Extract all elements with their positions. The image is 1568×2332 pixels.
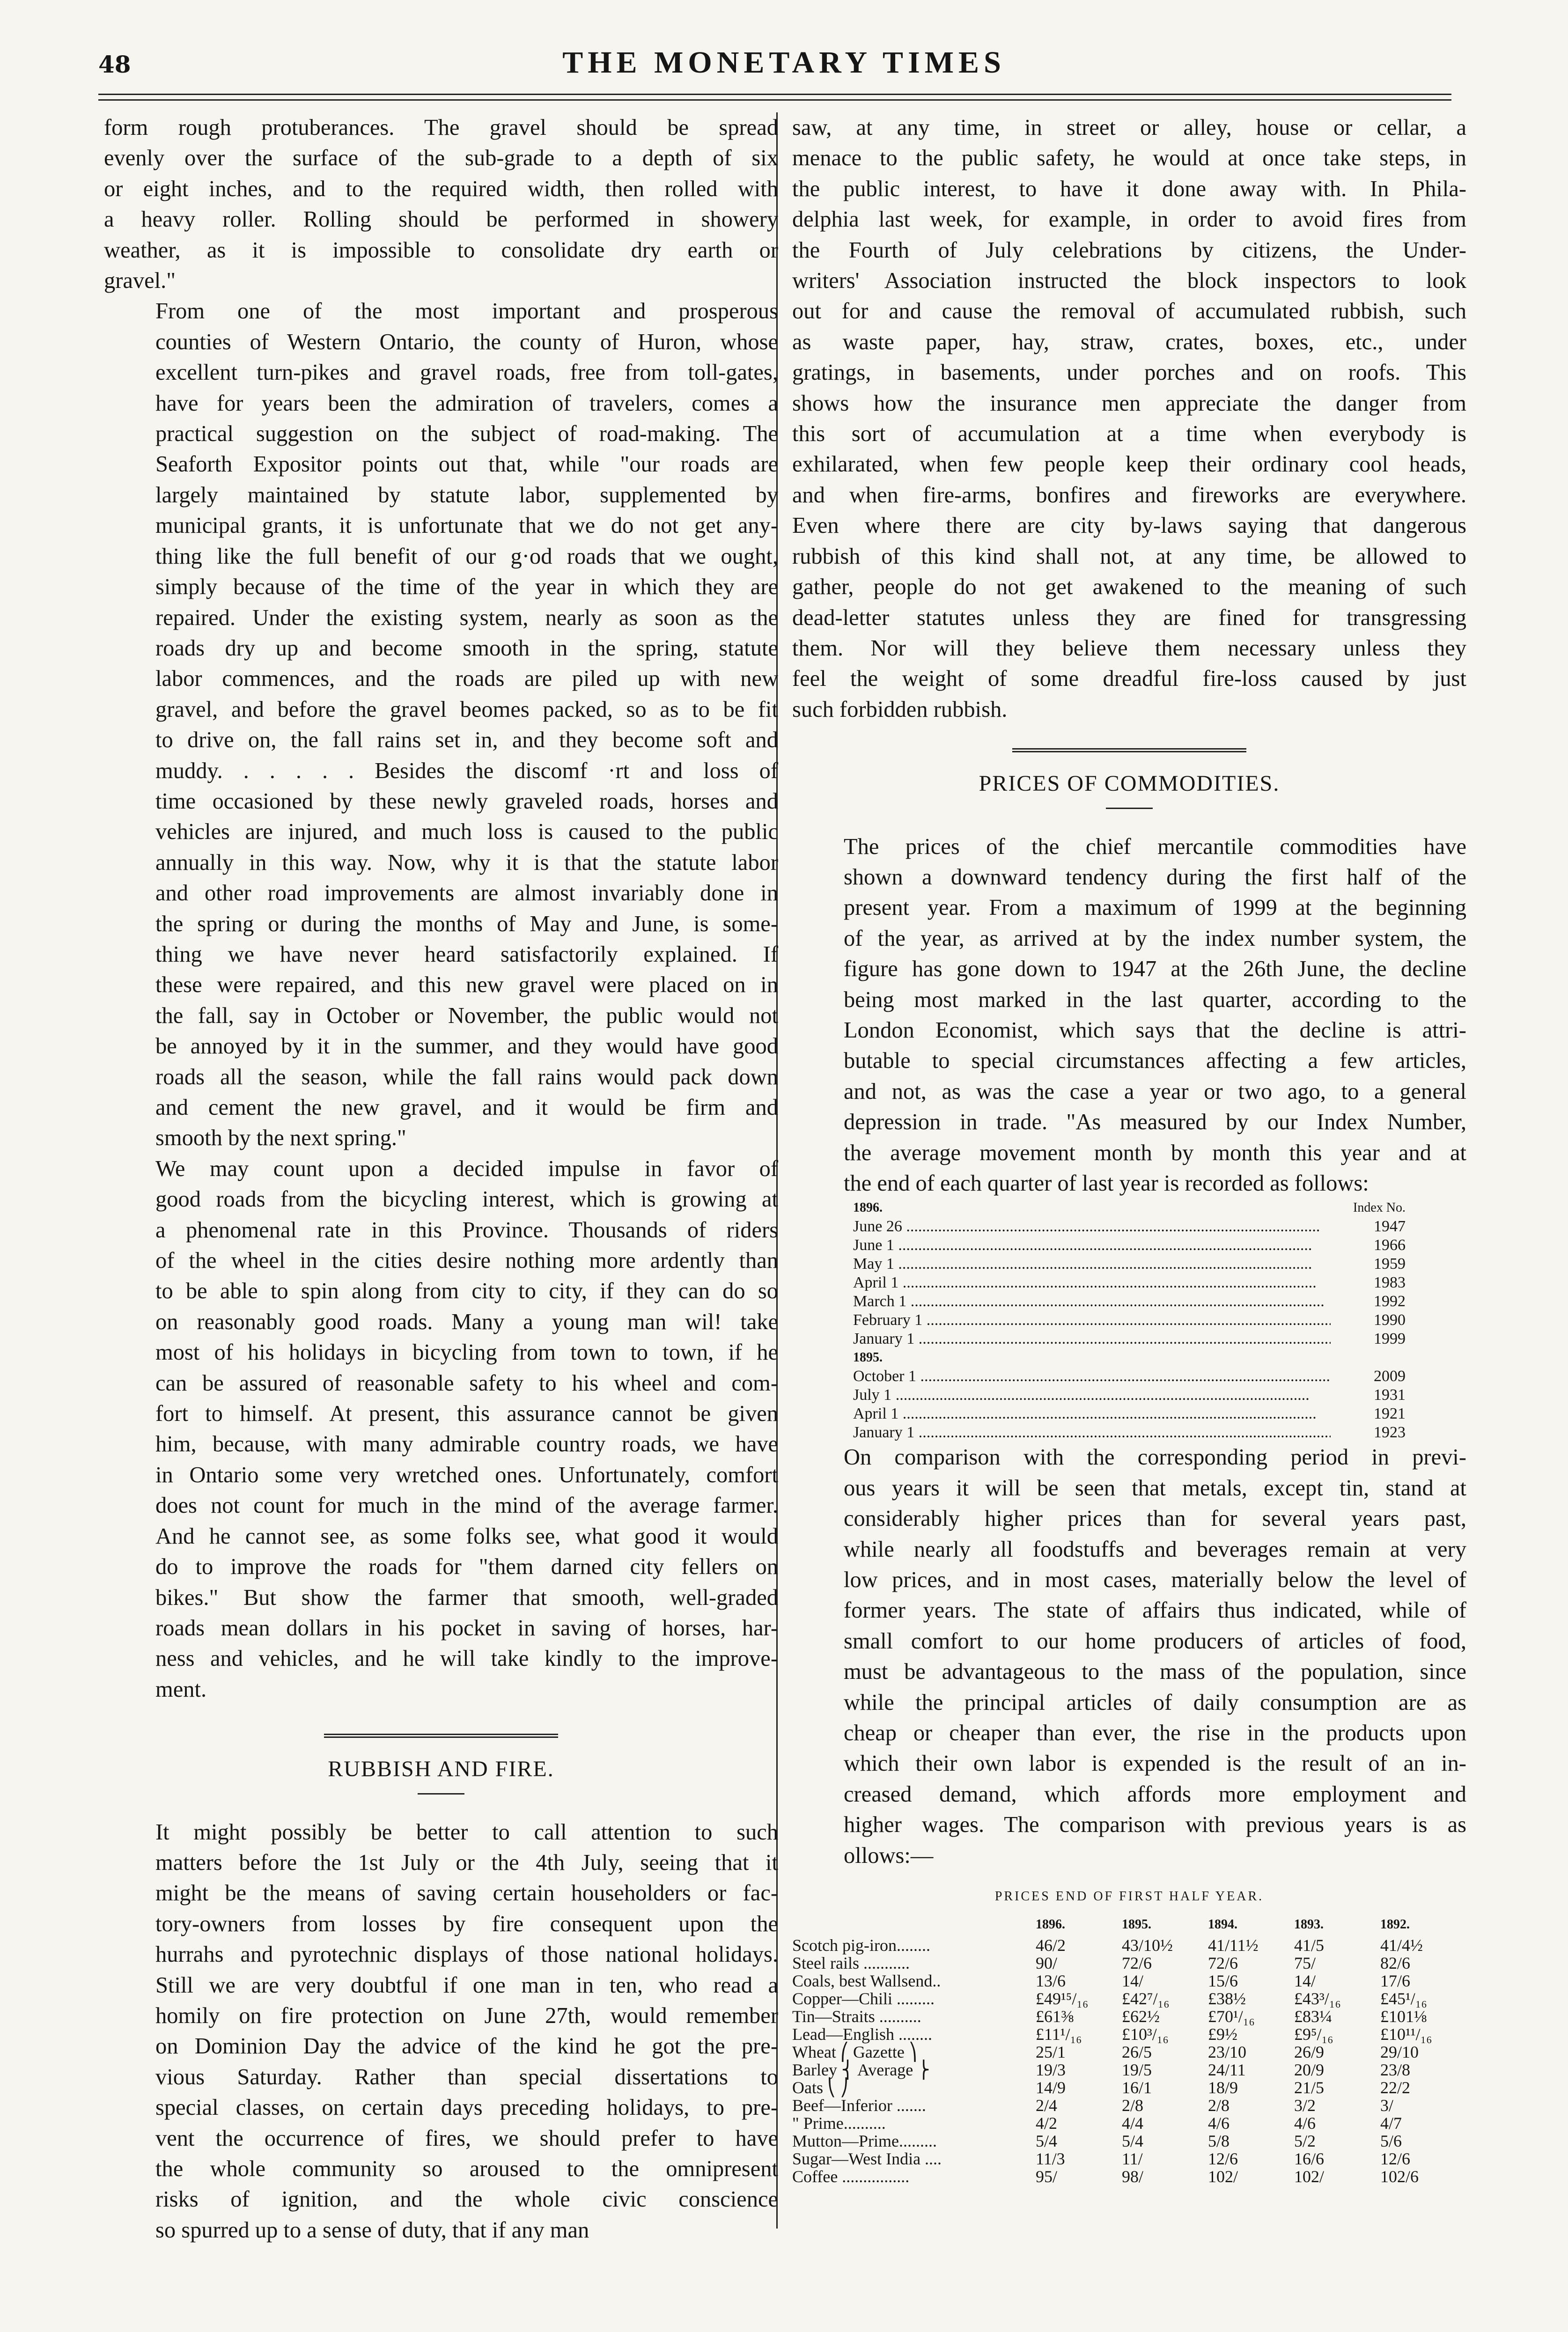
text-line: being most marked in the last quarter, according to the	[844, 987, 1466, 1012]
text-line: practical suggestion on the subject of road-making. The	[155, 421, 778, 447]
text-line: delphia last week, for example, in order to avoid fires from	[792, 207, 1466, 232]
text-line: roads mean dollars in his pocket in saving of horses, har-	[155, 1615, 778, 1640]
text-line: of the wheel in the cities desire nothing more ardently than	[155, 1248, 778, 1273]
index-month: June 1 .....	[853, 1236, 1331, 1255]
text-line: roads all the season, while the fall rains would pack down	[155, 1064, 778, 1089]
commodity-price: 15/6	[1208, 1971, 1238, 1990]
text-line: creased demand, which affords more employment and	[844, 1781, 1466, 1807]
text-line: And he cannot see, as some folks see, what good it would	[155, 1523, 778, 1549]
commodity-price: 3/2	[1294, 2096, 1316, 2115]
prices-row	[792, 2097, 1466, 2114]
text-line: a phenomenal rate in this Province. Thousands of riders	[155, 1217, 778, 1243]
index-month: January 1 .....	[853, 1423, 1331, 1442]
commodity-name: " Prime..........	[792, 2113, 886, 2133]
text-line: small comfort to our home producers of articles of food,	[844, 1628, 1466, 1654]
prices-row	[792, 2168, 1466, 2185]
commodity-price: £11¹/₁₆	[1036, 2024, 1082, 2044]
text-line: and not, as was the case a year or two ago, to a general	[844, 1079, 1466, 1104]
text-line: saw, at any time, in street or alley, house or cellar, a	[792, 115, 1466, 140]
prices-table-title: PRICES END OF FIRST HALF YEAR.	[994, 1889, 1264, 1904]
text-line: Even where there are city by-laws saying that dangerous	[792, 513, 1466, 538]
index-month: July 1 .....	[853, 1386, 1331, 1405]
text-line: figure has gone down to 1947 at the 26th June, the decline	[844, 956, 1466, 982]
text-line: and when fire-arms, bonfires and fireworks are everywhere.	[792, 482, 1466, 508]
text-line: risks of ignition, and the whole civic conscience	[155, 2187, 778, 2212]
text-line: ous years it will be seen that metals, except tin, stand at	[844, 1475, 1466, 1501]
commodity-price: £62½	[1122, 2007, 1160, 2026]
text-line: while the principal articles of daily consumption are as	[844, 1690, 1466, 1715]
text-line: muddy. . . . . . Besides the discomf ·rt and loss of	[155, 758, 778, 783]
text-line: while nearly all foodstuffs and beverages remain at very	[844, 1537, 1466, 1562]
text-line: these were repaired, and this new gravel were placed on in	[155, 972, 778, 998]
text-line: gravel, and before the gravel beomes packed, so as to be fit	[155, 697, 778, 722]
commodity-name: Wheat ⎛ Gazette ⎞	[792, 2042, 917, 2061]
index-month: April 1 .....	[853, 1405, 1331, 1423]
commodity-price: 41/11½	[1208, 1935, 1259, 1955]
commodity-price: £10¹¹/₁₆	[1380, 2024, 1432, 2044]
text-line: dead-letter statutes unless they are fined for transgressing	[792, 605, 1466, 630]
prices-row	[792, 1936, 1466, 1954]
commodity-price: £61⅜	[1036, 2007, 1074, 2026]
index-row	[853, 1405, 1406, 1423]
commodity-price: 102/6	[1380, 2167, 1419, 2186]
text-line: roads dry up and become smooth in the spring, statute	[155, 635, 778, 661]
text-line: be annoyed by it in the summer, and they would have good	[155, 1034, 778, 1059]
index-month: October 1 .....	[853, 1367, 1331, 1386]
text-line: out for and cause the removal of accumulated rubbish, such	[792, 299, 1466, 324]
text-line: former years. The state of affairs thus indicated, while of	[844, 1598, 1466, 1623]
text-line: present year. From a maximum of 1999 at the beginning	[844, 895, 1466, 920]
commodity-price: 4/2	[1036, 2113, 1058, 2133]
text-line: largely maintained by statute labor, supplemented by	[155, 482, 778, 508]
commodity-price: 26/9	[1294, 2042, 1325, 2061]
text-line: menace to the public safety, he would at once take steps, in	[792, 146, 1466, 171]
text-line: repaired. Under the existing system, nearly as soon as the	[155, 605, 778, 630]
prices-row	[792, 2043, 1466, 2061]
commodity-price: 98/	[1122, 2167, 1144, 2186]
index-value: 2009	[1331, 1367, 1406, 1386]
text-line: and cement the new gravel, and it would be firm and	[155, 1095, 778, 1120]
index-month: June 26 .....	[853, 1217, 1331, 1236]
text-line: low prices, and in most cases, materially below the level of	[844, 1567, 1466, 1593]
commodity-price: 11/3	[1036, 2149, 1065, 2168]
text-line: gratings, in basements, under porches and on roofs. This	[792, 360, 1466, 385]
text-line: the fall, say in October or November, the public would not	[155, 1003, 778, 1028]
heading-prices-of-commodities: PRICES OF COMMODITIES.	[979, 771, 1280, 796]
index-row	[853, 1236, 1406, 1255]
text-line: bikes." But show the farmer that smooth, well-graded	[155, 1585, 778, 1610]
commodity-price: 4/7	[1380, 2113, 1402, 2133]
paragraph-prices-intro	[792, 831, 1466, 1199]
commodity-price: 5/6	[1380, 2131, 1402, 2150]
text-line: simply because of the time of the year in which they are	[155, 574, 778, 600]
text-line: can be assured of reasonable safety to his wheel and com-	[155, 1370, 778, 1396]
index-value: 1983	[1331, 1273, 1406, 1292]
text-line: It might possibly be better to call attention to such	[155, 1819, 778, 1845]
text-line: shown a downward tendency during the first half of the	[844, 864, 1466, 890]
commodity-price: 25/1	[1036, 2042, 1066, 2061]
commodity-price: 22/2	[1380, 2078, 1411, 2097]
text-line: most of his holidays in bicycling from town to town, if he	[155, 1340, 778, 1365]
commodity-price: £45¹/₁₆	[1380, 1989, 1427, 2008]
commodity-price: 17/6	[1380, 1971, 1411, 1990]
commodity-price: 19/5	[1122, 2060, 1152, 2079]
text-line: such forbidden rubbish.	[792, 697, 1008, 722]
text-line: must be advantageous to the mass of the population, since	[844, 1659, 1466, 1685]
text-line: and other road improvements are almost invariably done in	[155, 881, 778, 906]
commodity-price: 13/6	[1036, 1971, 1066, 1990]
prices-year-header: 1893.	[1294, 1917, 1324, 1932]
commodity-price: 82/6	[1380, 1953, 1411, 1972]
commodity-name: Sugar—West India ....	[792, 2149, 942, 2168]
paragraph-comparison	[792, 1442, 1466, 1871]
text-line: writers' Association instructed the block inspectors to look	[792, 268, 1466, 294]
index-month: May 1 .....	[853, 1255, 1331, 1273]
paragraph-road-gravel	[104, 112, 778, 296]
commodity-price: 14/	[1294, 1971, 1316, 1990]
text-line: form rough protuberances. The gravel should be spread	[104, 115, 778, 140]
text-line: the whole community so aroused to the omnipresent	[155, 2156, 778, 2181]
commodity-price: 4/6	[1294, 2113, 1316, 2133]
text-line: the spring or during the months of May and June, is some-	[155, 911, 778, 936]
commodity-price: 95/	[1036, 2167, 1058, 2186]
heading-ornament	[324, 1734, 558, 1740]
prices-row	[792, 2150, 1466, 2168]
index-value: 1947	[1331, 1217, 1406, 1236]
text-line: to drive on, the fall rains set in, and they become soft and	[155, 728, 778, 753]
text-line: excellent turn-pikes and gravel roads, free from toll-gates,	[155, 360, 778, 385]
text-line: depression in trade. "As measured by our Index Number,	[844, 1110, 1466, 1135]
commodity-price: £43³/₁₆	[1294, 1989, 1341, 2008]
commodity-price: 72/6	[1122, 1953, 1152, 1972]
text-line: as waste paper, hay, straw, crates, boxes, etc., under	[792, 329, 1466, 354]
prices-row	[792, 2114, 1466, 2132]
commodity-price: £83¼	[1294, 2007, 1332, 2026]
text-line: them. Nor will they believe them necessary unless they	[792, 635, 1466, 661]
index-row	[853, 1330, 1406, 1348]
commodity-price: 4/4	[1122, 2113, 1144, 2133]
text-line: shows how the insurance men appreciate the danger from	[792, 390, 1466, 416]
commodity-price: £49¹⁵/₁₆	[1036, 1989, 1089, 2008]
text-line: counties of Western Ontario, the county of Huron, whose	[155, 329, 778, 354]
prices-year-header: 1892.	[1380, 1917, 1410, 1932]
commodity-price: 2/8	[1122, 2096, 1144, 2115]
text-line: annually in this way. Now, why it is that the statute labor	[155, 850, 778, 875]
right-column	[792, 112, 1466, 2185]
index-column-label: Index No.	[1353, 1200, 1406, 1215]
commodity-price: 12/6	[1380, 2149, 1411, 2168]
commodity-name: Beef—Inferior .......	[792, 2096, 926, 2115]
commodity-price: 14/	[1122, 1971, 1144, 1990]
text-line: ollows:—	[844, 1843, 934, 1868]
commodity-price: 41/4½	[1380, 1935, 1423, 1955]
text-line: or eight inches, and to the required width, then rolled with	[104, 176, 778, 201]
index-row	[853, 1273, 1406, 1292]
index-row	[853, 1255, 1406, 1273]
commodity-price: 102/	[1294, 2167, 1325, 2186]
text-line: gravel."	[104, 268, 176, 294]
commodity-price: 16/1	[1122, 2078, 1152, 2097]
text-line: weather, as it is impossible to consolidate dry earth or	[104, 237, 778, 263]
text-line: From one of the most important and prosperous	[155, 299, 778, 324]
commodity-price: 20/9	[1294, 2060, 1325, 2079]
text-line: feel the weight of some dreadful fire-loss caused by just	[792, 666, 1466, 692]
text-line: tory-owners from losses by fire consequent upon the	[155, 1911, 778, 1936]
index-value: 1966	[1331, 1236, 1406, 1255]
prices-row	[792, 2132, 1466, 2150]
commodity-price: £42⁷/₁₆	[1122, 1989, 1170, 2008]
index-row	[853, 1386, 1406, 1405]
text-line: higher wages. The comparison with previous years is as	[844, 1812, 1466, 1838]
text-line: On comparison with the corresponding period in previ-	[844, 1445, 1466, 1470]
heading-ornament	[1012, 748, 1246, 754]
left-column	[104, 112, 778, 2245]
commodity-price: £101⅛	[1380, 2007, 1427, 2026]
commodity-price: 26/5	[1122, 2042, 1152, 2061]
commodity-price: 75/	[1294, 1953, 1316, 1972]
prices-table	[792, 1916, 1466, 2185]
commodity-price: 46/2	[1036, 1935, 1066, 1955]
index-month: February 1 .....	[853, 1311, 1331, 1330]
commodity-price: 21/5	[1294, 2078, 1325, 2097]
commodity-price: 11/	[1122, 2149, 1143, 2168]
commodity-price: £70¹/₁₆	[1208, 2007, 1255, 2026]
index-month: April 1 .....	[853, 1273, 1331, 1292]
index-row	[853, 1311, 1406, 1330]
index-month: January 1 .....	[853, 1330, 1331, 1348]
top-rule	[98, 94, 1451, 95]
text-line: considerably higher prices than for several years past,	[844, 1506, 1466, 1531]
commodity-price: £38½	[1208, 1989, 1246, 2008]
prices-year-header: 1896.	[1036, 1917, 1065, 1932]
text-line: smooth by the next spring."	[155, 1126, 406, 1151]
commodity-price: 14/9	[1036, 2078, 1066, 2097]
commodity-price: 43/10½	[1122, 1935, 1173, 1955]
commodity-price: 24/11	[1208, 2060, 1246, 2079]
text-line: rubbish of this kind shall not, at any time, be allowed to	[792, 544, 1466, 569]
prices-row	[792, 2025, 1466, 2043]
text-line: time occasioned by these newly graveled roads, horses and	[155, 788, 778, 814]
text-line: vious Saturday. Rather than special dissertations to	[155, 2064, 778, 2089]
text-line: a heavy roller. Rolling should be performed in showery	[104, 207, 778, 232]
commodity-price: 2/4	[1036, 2096, 1058, 2115]
commodity-price: 90/	[1036, 1953, 1058, 1972]
index-value: 1959	[1331, 1255, 1406, 1273]
text-line: special classes, on certain days preceding holidays, to pre-	[155, 2095, 778, 2120]
text-line: the average movement month by month this year and at	[844, 1140, 1466, 1165]
text-line: do to improve the roads for "them darned city fellers on	[155, 1554, 778, 1580]
text-line: vent the occurrence of fires, we should prefer to have	[155, 2126, 778, 2151]
index-month: March 1 .....	[853, 1292, 1331, 1311]
text-line: the public interest, to have it done away with. In Phila-	[792, 176, 1466, 201]
text-line: Still we are very doubtful if one man in ten, who read a	[155, 1972, 778, 1998]
masthead: THE MONETARY TIMES	[562, 45, 1006, 80]
text-line: this sort of accumulation at a time when everybody is	[792, 421, 1466, 447]
text-line: fort to himself. At present, this assurance cannot be given	[155, 1401, 778, 1427]
commodity-name: Scotch pig-iron........	[792, 1935, 930, 1955]
index-number-table	[853, 1199, 1406, 1442]
text-line: hurrahs and pyrotechnic displays of those national holidays.	[155, 1942, 778, 1967]
commodity-name: Oats ⎝ ⎠	[792, 2078, 848, 2097]
commodity-name: Barley ⎨ Average ⎬	[792, 2060, 930, 2079]
commodity-price: 5/4	[1036, 2131, 1058, 2150]
text-line: homily on fire protection on June 27th, would remember	[155, 2003, 778, 2028]
text-line: thing we have never heard satisfactorily explained. If	[155, 942, 778, 967]
commodity-price: 5/4	[1122, 2131, 1144, 2150]
text-line: good roads from the bicycling interest, which is growing at	[155, 1187, 778, 1212]
commodity-name: Coffee ................	[792, 2167, 910, 2186]
prices-row	[792, 1954, 1466, 1972]
index-value: 1999	[1331, 1330, 1406, 1348]
index-year-1895: 1895.	[853, 1350, 883, 1365]
heading-rubbish-and-fire: RUBBISH AND FIRE.	[328, 1757, 554, 1782]
commodity-name: Coals, best Wallsend..	[792, 1971, 941, 1990]
text-line: which their own labor is expended is the result of an in-	[844, 1751, 1466, 1776]
text-line: municipal grants, it is unfortunate that we do not get any-	[155, 513, 778, 538]
text-line: on Dominion Day the advice of the kind he got the pre-	[155, 2034, 778, 2059]
commodity-price: 29/10	[1380, 2042, 1419, 2061]
text-line: Seaforth Expositor points out that, while "our roads are	[155, 452, 778, 477]
commodity-price: £9½	[1208, 2024, 1237, 2044]
text-line: We may count upon a decided impulse in favor of	[155, 1156, 778, 1181]
prices-row	[792, 1990, 1466, 2008]
text-line: ment.	[155, 1677, 207, 1702]
prices-row	[792, 2008, 1466, 2025]
commodity-price: 72/6	[1208, 1953, 1238, 1972]
prices-row	[792, 2079, 1466, 2097]
commodity-price: £9⁵/₁₆	[1294, 2024, 1333, 2044]
text-line: does not count for much in the mind of the average farmer.	[155, 1493, 778, 1518]
text-line: ness and vehicles, and he will take kindly to the improve-	[155, 1646, 778, 1671]
top-rule-inner	[98, 99, 1451, 101]
commodity-price: 18/9	[1208, 2078, 1238, 2097]
text-line: exhilarated, when few people keep their ordinary cool heads,	[792, 452, 1466, 477]
text-line: on reasonably good roads. Many a young man wil! take	[155, 1309, 778, 1334]
commodity-price: 5/8	[1208, 2131, 1230, 2150]
commodity-price: 19/3	[1036, 2060, 1066, 2079]
paragraph-rubbish-and-fire	[104, 1817, 778, 2246]
text-line: butable to special circumstances affecting a few articles,	[844, 1048, 1466, 1074]
text-line: the Fourth of July celebrations by citizens, the Under-	[792, 237, 1466, 263]
page-number: 48	[98, 51, 131, 78]
prices-year-header: 1895.	[1122, 1917, 1151, 1932]
paragraph-huron-roads	[104, 296, 778, 1153]
commodity-price: 3/	[1380, 2096, 1394, 2115]
text-line: might be the means of saving certain householders or fac-	[155, 1881, 778, 1906]
text-line: labor commences, and the roads are piled up with new	[155, 666, 778, 692]
commodity-price: £10³/₁₆	[1122, 2024, 1169, 2044]
index-value: 1921	[1331, 1405, 1406, 1423]
commodity-name: Tin—Straits ..........	[792, 2007, 921, 2026]
text-line: of the year, as arrived at by the index number system, the	[844, 926, 1466, 951]
text-line: matters before the 1st July or the 4th July, seeing that it	[155, 1850, 778, 1875]
text-line: London Economist, which says that the decline is attri-	[844, 1017, 1466, 1043]
paragraph-philadelphia	[792, 112, 1466, 725]
index-row	[853, 1292, 1406, 1311]
text-line: have for years been the admiration of travelers, comes a	[155, 390, 778, 416]
text-line: cheap or cheaper than ever, the rise in the products upon	[844, 1721, 1466, 1746]
text-line: evenly over the surface of the sub-grade to a depth of six	[104, 146, 778, 171]
text-line: him, because, with many admirable country roads, we have	[155, 1432, 778, 1457]
commodity-name: Steel rails ...........	[792, 1953, 910, 1972]
commodity-price: 41/5	[1294, 1935, 1325, 1955]
text-line: vehicles are injured, and much loss is caused to the public	[155, 819, 778, 845]
commodity-price: 102/	[1208, 2167, 1238, 2186]
commodity-price: 12/6	[1208, 2149, 1238, 2168]
commodity-price: 23/10	[1208, 2042, 1247, 2061]
commodity-price: 2/8	[1208, 2096, 1230, 2115]
commodity-name: Copper—Chili .........	[792, 1989, 935, 2008]
index-row	[853, 1423, 1406, 1442]
text-line: gather, people do not get awakened to the meaning of such	[792, 574, 1466, 600]
index-value: 1923	[1331, 1423, 1406, 1442]
index-value: 1931	[1331, 1386, 1406, 1405]
commodity-price: 23/8	[1380, 2060, 1411, 2079]
commodity-price: 4/6	[1208, 2113, 1230, 2133]
paragraph-bicycling	[104, 1154, 778, 1705]
index-row	[853, 1367, 1406, 1386]
text-line: in Ontario some very wretched ones. Unfortunately, comfort	[155, 1462, 778, 1487]
text-line: thing like the full benefit of our g·od roads that we ought,	[155, 544, 778, 569]
prices-row	[792, 1972, 1466, 1990]
prices-row	[792, 2061, 1466, 2079]
index-row	[853, 1217, 1406, 1236]
text-line: The prices of the chief mercantile commodities have	[844, 834, 1466, 859]
commodity-name: Lead—English ........	[792, 2024, 932, 2044]
prices-year-header: 1894.	[1208, 1917, 1237, 1932]
text-line: so spurred up to a sense of duty, that if any man	[155, 2217, 589, 2243]
commodity-price: 5/2	[1294, 2131, 1316, 2150]
commodity-name: Mutton—Prime.........	[792, 2131, 937, 2150]
text-line: the end of each quarter of last year is recorded as follows:	[844, 1171, 1369, 1196]
index-value: 1990	[1331, 1311, 1406, 1330]
index-year-1896: 1896.	[853, 1200, 883, 1215]
commodity-price: 16/6	[1294, 2149, 1325, 2168]
text-line: to be able to spin along from city to city, if they can do so	[155, 1279, 778, 1304]
index-value: 1992	[1331, 1292, 1406, 1311]
